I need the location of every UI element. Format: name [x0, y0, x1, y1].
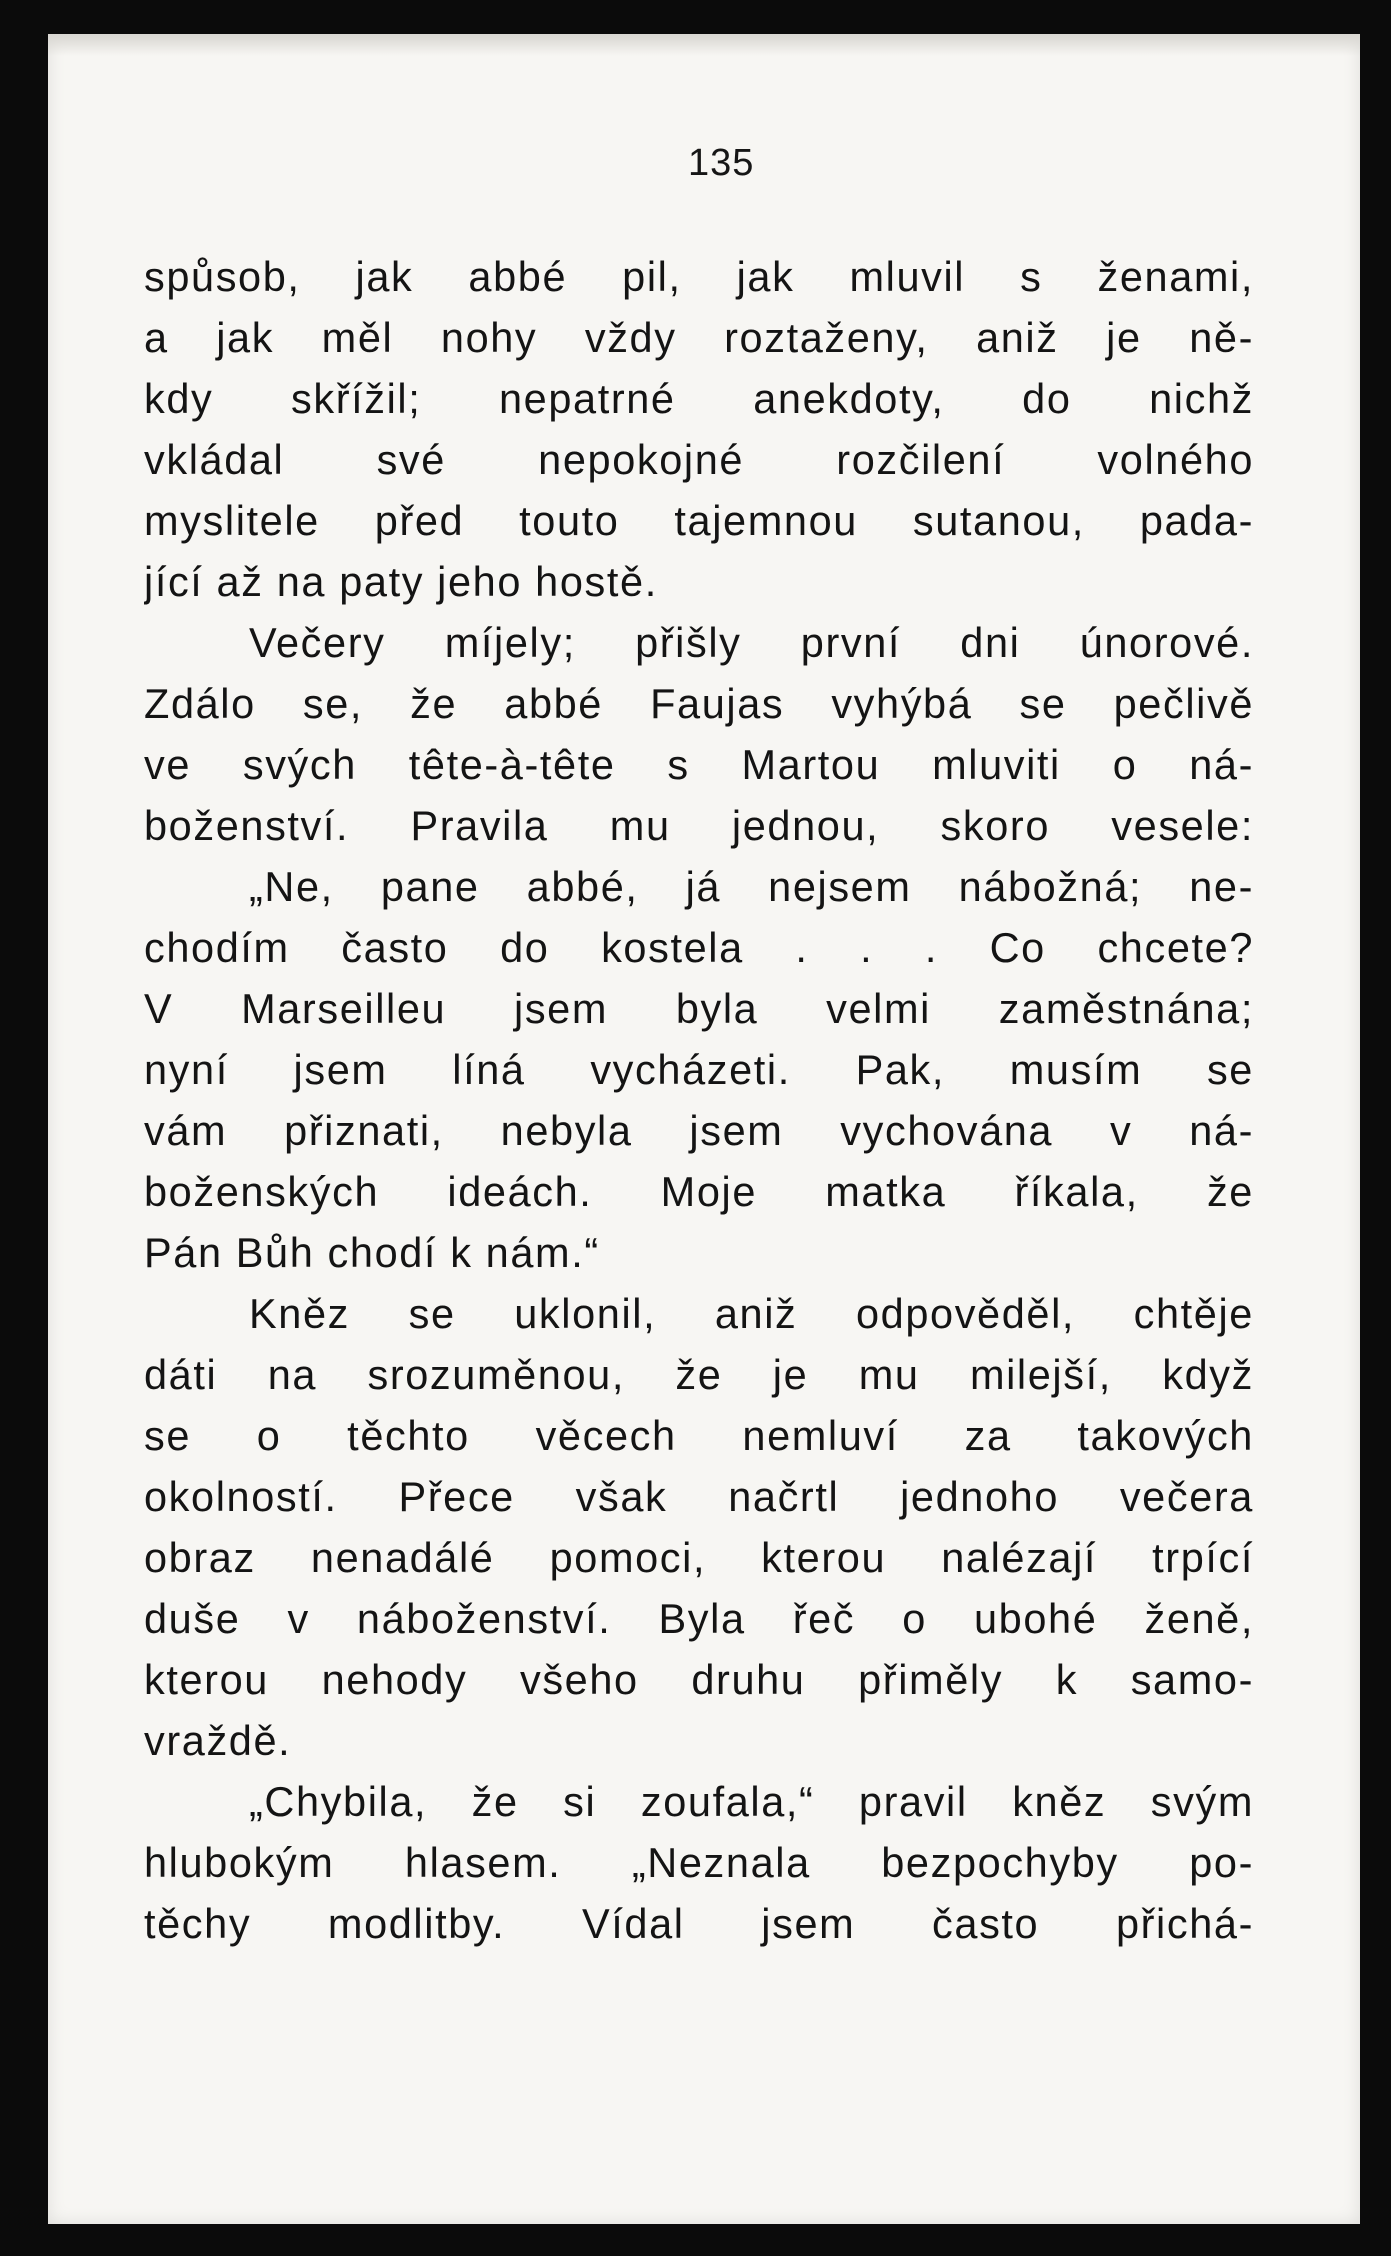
text-line: „Chybila, že si zoufala,“ pravil kněz svým [249, 1778, 1254, 1825]
text-line: jící až na paty jeho hostě. [144, 558, 658, 605]
text-line: Kněz se uklonil, aniž odpověděl, chtěje [249, 1290, 1254, 1337]
text-line: Zdálo se, že abbé Faujas vyhýbá se pečlivě [144, 680, 1254, 727]
text-line: V Marseilleu jsem byla velmi zaměstnána; [144, 985, 1254, 1032]
text-line: vám přiznati, nebyla jsem vychována v ná- [144, 1107, 1254, 1154]
text-line: vkládal své nepokojné rozčilení volného [144, 436, 1254, 483]
text-line: ve svých tête-à-tête s Martou mluviti o ná- [144, 741, 1254, 788]
text-line: dáti na srozuměnou, že je mu milejší, když [144, 1351, 1254, 1398]
text-line: okolností. Přece však načrtl jednoho večera [144, 1473, 1254, 1520]
body-text [144, 246, 1254, 1954]
text-line: vraždě. [144, 1717, 292, 1764]
text-line: boženství. Pravila mu jednou, skoro vesele: [144, 802, 1254, 849]
page-number: 135 [688, 142, 755, 184]
text-line: se o těchto věcech nemluví za takových [144, 1412, 1254, 1459]
text-line: Pán Bůh chodí k nám.“ [144, 1229, 600, 1276]
text-line: chodím často do kostela . . . Co chcete? [144, 924, 1254, 971]
text-line: Večery míjely; přišly první dni únorové. [249, 619, 1254, 666]
book-page [48, 34, 1360, 2224]
text-line: kterou nehody všeho druhu přiměly k samo- [144, 1656, 1254, 1703]
text-line: duše v náboženství. Byla řeč o ubohé ženě, [144, 1595, 1254, 1642]
text-line: obraz nenadálé pomoci, kterou nalézají trpící [144, 1534, 1254, 1581]
text-line: těchy modlitby. Vídal jsem často přichá- [144, 1900, 1254, 1947]
text-line: a jak měl nohy vždy roztaženy, aniž je ně- [144, 314, 1254, 361]
text-line: hlubokým hlasem. „Neznala bezpochyby po- [144, 1839, 1254, 1886]
text-line: „Ne, pane abbé, já nejsem nábožná; ne- [249, 863, 1254, 910]
text-line: spůsob, jak abbé pil, jak mluvil s ženami, [144, 253, 1254, 300]
text-line: boženských ideách. Moje matka říkala, že [144, 1168, 1254, 1215]
text-line: kdy skřížil; nepatrné anekdoty, do nichž [144, 375, 1254, 422]
text-line: myslitele před touto tajemnou sutanou, pada- [144, 497, 1254, 544]
text-line: nyní jsem líná vycházeti. Pak, musím se [144, 1046, 1254, 1093]
